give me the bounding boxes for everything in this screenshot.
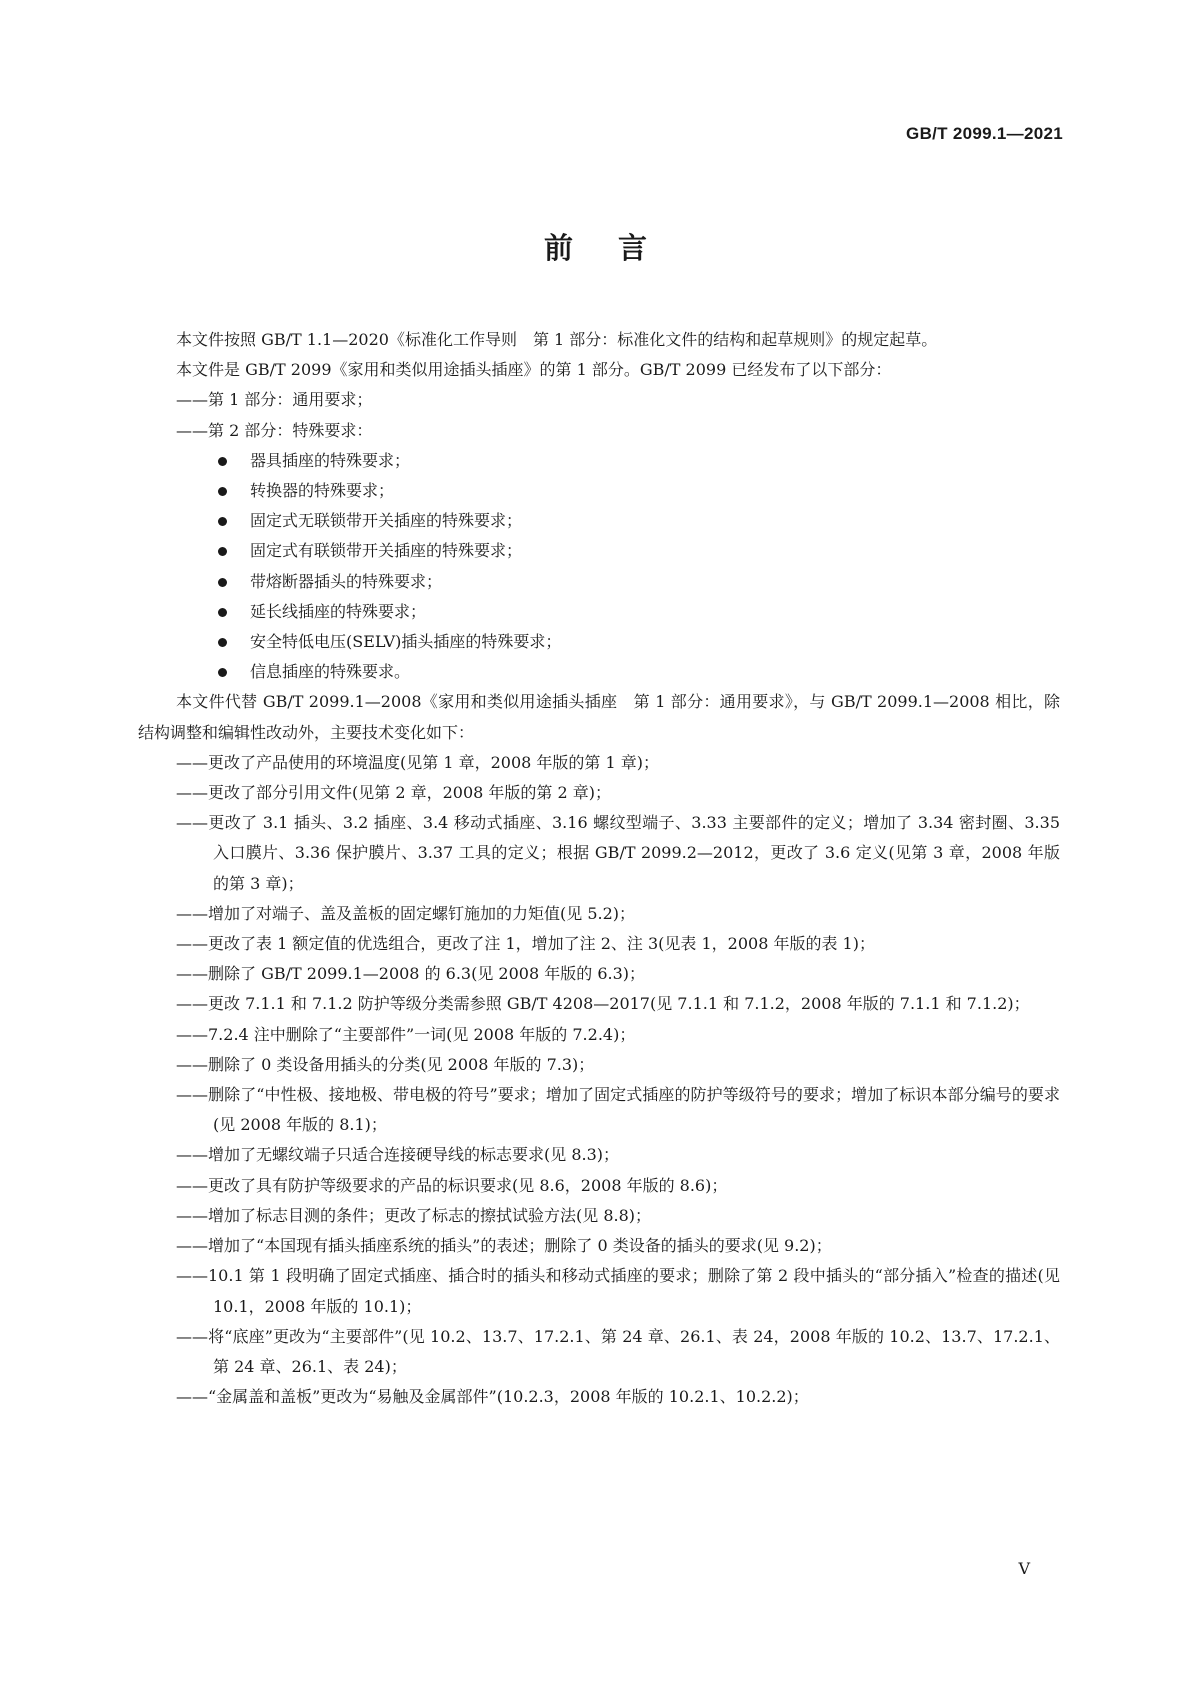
change-item: ——删除了 0 类设备用插头的分类(见 2008 年版的 7.3)；: [176, 1054, 595, 1074]
bullet-list-item: [138, 536, 1060, 566]
change-item: ——10.1 第 1 段明确了固定式插座、插合时的插头和移动式插座的要求；删除了第 2 段中插头的“部分插入”检查的描述(见 10.1，2008 年版的 10.1)；: [176, 1266, 1060, 1316]
bullet-list-item: [138, 657, 1060, 687]
bullet-icon: [218, 578, 227, 587]
bullet-icon: [218, 638, 227, 647]
change-item: ——更改了部分引用文件(见第 2 章，2008 年版的第 2 章)；: [176, 783, 611, 803]
change-item: ——删除了 GB/T 2099.1—2008 的 6.3(见 2008 年版的 6.3)；: [176, 964, 646, 984]
page-number: V: [1018, 1559, 1030, 1578]
intro-paragraph-2: 本文件是 GB/T 2099《家用和类似用途插头插座》的第 1 部分。GB/T 2099 已经发布了以下部分：: [176, 360, 892, 380]
change-item: ——将“底座”更改为“主要部件”(见 10.2、13.7、17.2.1、第 24 章、26.1、表 24，2008 年版的 10.2、13.7、17.2.1、第 24 章、26.1、表 24)；: [176, 1326, 1060, 1376]
bullet-text: 固定式有联锁带开关插座的特殊要求；: [250, 541, 523, 561]
change-item: ——增加了无螺纹端子只适合连接硬导线的标志要求(见 8.3)；: [176, 1145, 620, 1165]
change-item: ——更改了表 1 额定值的优选组合，更改了注 1，增加了注 2、注 3(见表 1，2008 年版的表 1)；: [176, 934, 875, 954]
change-item: ——更改了产品使用的环境温度(见第 1 章，2008 年版的第 1 章)；: [176, 752, 659, 772]
replacement-paragraph: 本文件代替 GB/T 2099.1—2008《家用和类似用途插头插座 第 1 部分：通用要求》，与 GB/T 2099.1—2008 相比，除结构调整和编辑性改动外，主要技术变化如下：: [138, 692, 1060, 742]
bullet-list-item: [138, 567, 1060, 597]
bullet-icon: [218, 547, 227, 556]
bullet-icon: [218, 668, 227, 677]
bullet-list-item: [138, 597, 1060, 627]
bullet-list-item: [138, 476, 1060, 506]
bullet-text: 固定式无联锁带开关插座的特殊要求；: [250, 511, 523, 531]
change-item: ——更改了具有防护等级要求的产品的标识要求(见 8.6，2008 年版的 8.6)；: [176, 1175, 728, 1195]
change-item: ——增加了对端子、盖及盖板的固定螺钉施加的力矩值(见 5.2)；: [176, 903, 636, 923]
part-item: ——第 2 部分：特殊要求：: [176, 420, 373, 440]
bullet-text: 转换器的特殊要求；: [250, 481, 395, 501]
bullet-text: 器具插座的特殊要求；: [250, 450, 411, 470]
bullet-text: 安全特低电压(SELV)插头插座的特殊要求；: [250, 632, 562, 652]
intro-paragraph-1: 本文件按照 GB/T 1.1—2020《标准化工作导则 第 1 部分：标准化文件的结构和起草规则》的规定起草。: [176, 330, 938, 349]
change-item: ——删除了“中性极、接地极、带电极的符号”要求；增加了固定式插座的防护等级符号的要求；增加了标识本部分编号的要求(见 2008 年版的 8.1)；: [176, 1085, 1060, 1135]
foreword-body: [138, 325, 1060, 1412]
bullet-list-item: [138, 446, 1060, 476]
bullet-icon: [218, 457, 227, 466]
bullet-text: 带熔断器插头的特殊要求；: [250, 571, 443, 591]
bullet-list-item: [138, 627, 1060, 657]
bullet-list-item: [138, 506, 1060, 536]
change-item: ——增加了“本国现有插头插座系统的插头”的表述；删除了 0 类设备的插头的要求(见 9.2)；: [176, 1236, 832, 1256]
bullet-icon: [218, 487, 227, 496]
bullet-icon: [218, 517, 227, 526]
part-item: ——第 1 部分：通用要求；: [176, 390, 373, 410]
change-item: ——更改 7.1.1 和 7.1.2 防护等级分类需参照 GB/T 4208—2017(见 7.1.1 和 7.1.2，2008 年版的 7.1.1 和 7.1.2)；: [176, 994, 1030, 1014]
bullet-text: 信息插座的特殊要求。: [250, 662, 411, 682]
document-code: GB/T 2099.1—2021: [906, 124, 1063, 143]
change-item: ——更改了 3.1 插头、3.2 插座、3.4 移动式插座、3.16 螺纹型端子、3.33 主要部件的定义；增加了 3.34 密封圈、3.35 入口膜片、3.36 保护膜片、3.37 工具的定义；根据 GB/T 2099.2—2012，更改了 3.6 定义(见第 3 章，2008 年版的第 3 章)；: [176, 813, 1060, 893]
bullet-text: 延长线插座的特殊要求；: [250, 601, 427, 621]
change-item: ——增加了标志目测的条件；更改了标志的擦拭试验方法(见 8.8)；: [176, 1205, 652, 1225]
change-item: ——“金属盖和盖板”更改为“易触及金属部件”(10.2.3，2008 年版的 10.2.1、10.2.2)；: [176, 1387, 809, 1407]
change-item: ——7.2.4 注中删除了“主要部件”一词(见 2008 年版的 7.2.4)；: [176, 1024, 636, 1044]
bullet-icon: [218, 608, 227, 617]
page-title: 前言: [543, 231, 692, 265]
